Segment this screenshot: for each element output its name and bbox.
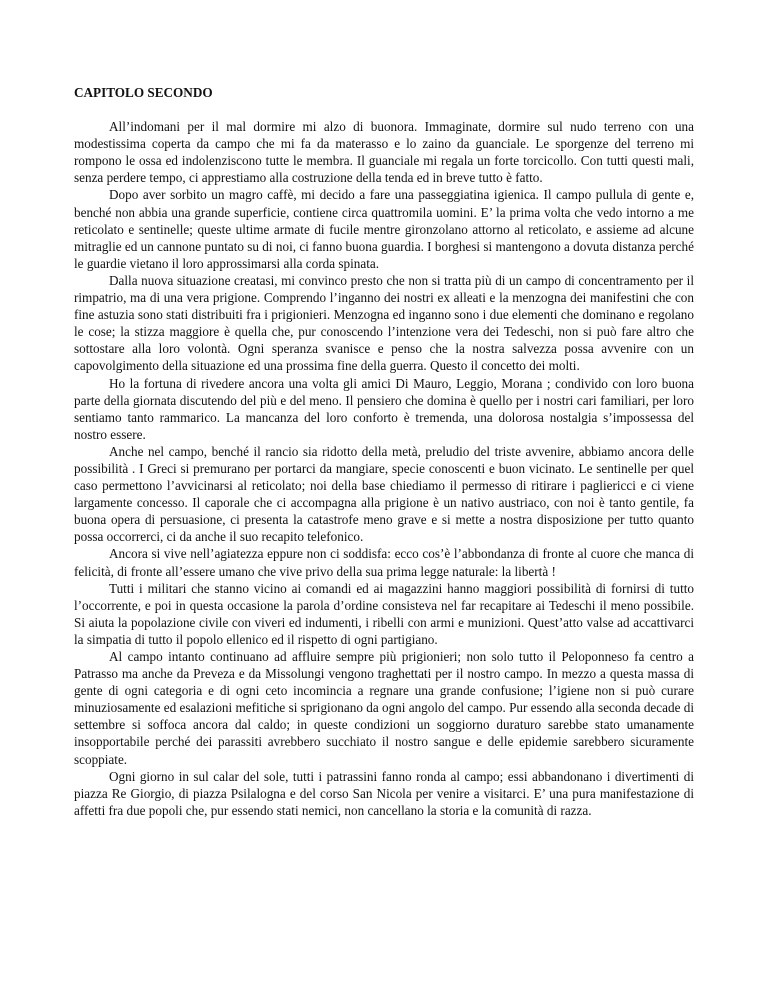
paragraph: Ancora si vive nell’agiatezza eppure non ci soddisfa: ecco cos’è l’abbondanza di fronte al cuore che manca di felicità, di fronte all’essere umano che vive privo della sua prima legge naturale: la libertà !: [74, 546, 694, 579]
chapter-title: CAPITOLO SECONDO: [74, 85, 213, 100]
paragraph: Anche nel campo, benché il rancio sia ridotto della metà, preludio del triste avvenire, abbiamo ancora delle possibilità . I Greci si premurano per portarci da mangiare, specie conoscenti e buon vicinato. Le sentinelle per quel caso permettono l’avvicinarsi al reticolato; noi della base chiediamo il permesso di ritirare i pagliericci e ci viene largamente concesso. Il caporale che ci accompagna alla prigione è un nativo austriaco, con noi è tanto gentile, fa buona opera di persuasione, ci presenta la catastrofe meno grave e si mette a nostra disposizione per tutto quanto possa occorrerci, ci da anche il suo recapito telefonico.: [74, 443, 694, 545]
paragraph: All’indomani per il mal dormire mi alzo di buonora. Immaginate, dormire sul nudo terreno con una modestissima coperta da campo che mi fa da materasso e lo zaino da guanciale. Le sporgenze del terreno mi rompono le ossa ed indolenziscono tutte le membra. Il guanciale mi regala un forte torcicollo. Con tutti questi mali, senza perdere tempo, ci apprestiamo alla costruzione della tenda ed in breve tutto è fatto.: [74, 119, 694, 186]
paragraph: Al campo intanto continuano ad affluire sempre più prigionieri; non solo tutto il Peloponneso fa centro a Patrasso ma anche da Preveza e da Missolungi vengono traghettati per il nostro campo. In mezzo a questa massa di gente di ogni categoria e di ogni ceto incomincia a regnare una grande confusione; l’igiene non si può curare minuziosamente ed esalazioni mefitiche si sprigionano da ogni angolo del campo. Pur essendo alla seconda decade di settembre si soffoca ancora dal caldo; in queste condizioni un soggiorno duraturo sarebbe stato umanamente insopportabile perché dei parassiti avrebbero succhiato il nostro sangue e delle epidemie sarebbero sicuramente scoppiate.: [74, 649, 694, 767]
paragraph: Tutti i militari che stanno vicino ai comandi ed ai magazzini hanno maggiori possibilità di fornirsi di tutto l’occorrente, e poi in questa occasione la parola d’ordine consisteva nel far recapitare ai Tedeschi il meno possibile. Si aiuta la popolazione civile con viveri ed indumenti, i ribelli con armi e munizioni. Quest’atto valse ad accattivarci la simpatia di tutto il popolo ellenico ed il rispetto di ogni partigiano.: [74, 580, 694, 647]
paragraph: Ho la fortuna di rivedere ancora una volta gli amici Di Mauro, Leggio, Morana ; condivido con loro buona parte della giornata discutendo del più e del meno. Il pensiero che domina è quello per i nostri cari familiari, per loro sentiamo tanto rammarico. La mancanza del loro conforto è tremenda, una dolorosa nostalgia s’impossessa del nostro essere.: [74, 375, 694, 442]
paragraph: Ogni giorno in sul calar del sole, tutti i patrassini fanno ronda al campo; essi abbandonano i divertimenti di piazza Re Giorgio, di piazza Psilalogna e del corso San Nicola per venire a visitarci. E’ una pura manifestazione di affetti fra due popoli che, pur essendo stati nemici, non cancellano la storia e la comunità di razza.: [74, 768, 694, 818]
paragraph: Dalla nuova situazione creatasi, mi convinco presto che non si tratta più di un campo di concentramento per il rimpatrio, ma di una vera prigione. Comprendo l’inganno dei nostri ex alleati e la menzogna dei manifestini che con fine astuzia sono stati distribuiti fra i prigionieri. Menzogna ed inganno sono i due elementi che dominano e regolano le cose; la stizza maggiore è quella che, pur conoscendo l’intenzione vera dei Tedeschi, non si può fare altro che sottostare alla loro volontà. Ogni speranza svanisce e penso che la nostra salvezza possa avvenire con un capovolgimento della situazione ed una prossima fine della guerra. Questo il concetto dei molti.: [74, 272, 694, 374]
paragraph: Dopo aver sorbito un magro caffè, mi decido a fare una passeggiatina igienica. Il campo pullula di gente e, benché non abbia una grande superficie, contiene circa quattromila uomini. E’ la prima volta che vedo intorno a me reticolato e sentinelle; queste ultime armate di fucile mentre gironzolano attorno al reticolato, e assieme ad alcune mitraglie ed un cannone puntato su di noi, ci fanno buona guardia. I borghesi si mantengono a dovuta distanza perché le guardie vietano il loro approssimarsi alla corda spinata.: [74, 187, 694, 271]
document-page: [74, 84, 694, 819]
